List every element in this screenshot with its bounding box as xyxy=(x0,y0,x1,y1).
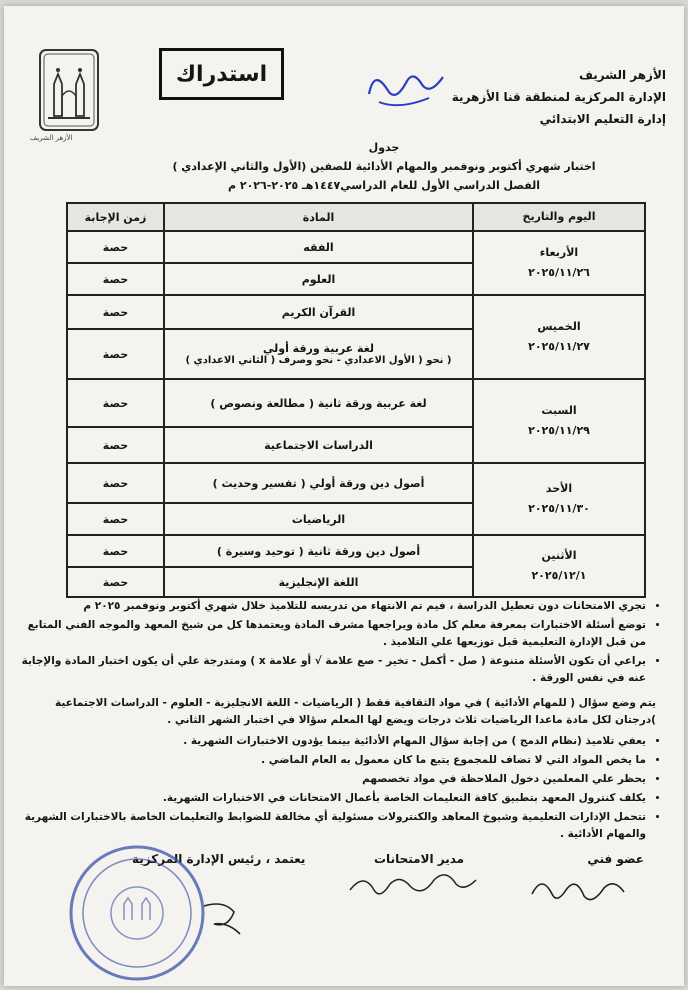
time-cell: حصة xyxy=(67,295,164,329)
time-cell: حصة xyxy=(67,567,164,597)
time-cell: حصة xyxy=(67,379,164,427)
member-signature xyxy=(524,864,634,914)
subject-cell xyxy=(164,329,473,379)
signature-member-label: عضو فني xyxy=(587,852,644,866)
subject-cell: الرياضيات xyxy=(164,503,473,535)
day-name: الأربعاء xyxy=(539,246,579,259)
note-item: • تتحمل الإدارات التعليمية وشيوخ المعاهد والكنترولات مسئولية أي مخالفة للضوابط والتعليمات الخاصة بالاختبارات الشهرية والمهام الأدائية . xyxy=(18,809,646,843)
time-cell: حصة xyxy=(67,427,164,463)
note-item: • يعفي تلاميذ (نظام الدمج ) من إجابة سؤال المهام الأدائية بينما يؤدون الاختبارات الشهرية . xyxy=(18,733,646,750)
day-date: ٢٠٢٥/١١/٢٧ xyxy=(528,340,590,353)
subject-cell: الدراسات الاجتماعية xyxy=(164,427,473,463)
time-cell: حصة xyxy=(67,503,164,535)
note-item: • تجري الامتحانات دون تعطيل الدراسة ، فيم تم الانتهاء من تدريسه للتلاميذ خلال شهري أكتوبر ونوفمبر ٢٠٢٥ م xyxy=(18,598,646,615)
schedule-titles xyxy=(124,138,644,195)
subject-cell: أصول دين ورقة أولي ( تفسير وحديث ) xyxy=(164,463,473,503)
table-row xyxy=(67,535,645,567)
time-cell: حصة xyxy=(67,329,164,379)
header-time: زمن الإجابة xyxy=(67,203,164,231)
header-day: اليوم والتاريخ xyxy=(473,203,645,231)
note-item: • ما يخص المواد التي لا تضاف للمجموع يتبع ما كان معمول به العام الماضي . xyxy=(18,752,646,769)
instructions-notes xyxy=(18,598,660,845)
issuer-header xyxy=(426,64,666,130)
table-row xyxy=(67,231,645,263)
time-cell: حصة xyxy=(67,263,164,295)
subject-cell: الفقه xyxy=(164,231,473,263)
exams-director-signature xyxy=(344,866,484,906)
time-cell: حصة xyxy=(67,231,164,263)
subject-cell: العلوم xyxy=(164,263,473,295)
subject-cell: القرآن الكريم xyxy=(164,295,473,329)
title-schedule: جدول xyxy=(368,141,400,154)
late-notice-label: استدراك xyxy=(175,61,268,87)
day-cell xyxy=(473,463,645,535)
note-paragraph: يتم وضع سؤال ( للمهام الأدائية ) في مواد الثقافية فقط ( الرياضيات - اللغة الانجليزية - العلوم - الدراسات الاجتماعية )درجتان لكل مادة ماعدا الرياضيات ثلاث درجات ويضع لها المعلم سؤالا في اختبار الشهر الثاني . xyxy=(55,697,656,726)
official-stamp xyxy=(62,838,212,986)
signature-approver-label: يعتمد ، رئيس الإدارة المركزية xyxy=(132,852,306,866)
subject-cell: اللغة الإنجليزية xyxy=(164,567,473,597)
document-page xyxy=(4,6,684,986)
day-name: الخميس xyxy=(537,320,581,333)
day-cell xyxy=(473,379,645,463)
subject-cell: أصول دين ورقة ثانية ( توحيد وسيرة ) xyxy=(164,535,473,567)
header-subject: المادة xyxy=(164,203,473,231)
subject-subtitle: ( نحو ( الأول الاعدادي - نحو وصرف ( الثاني الاعدادي ) xyxy=(185,355,452,366)
table-row xyxy=(67,379,645,427)
title-term: الفصل الدراسي الأول للعام الدراسي١٤٤٧هـ ٢٠٢٥-٢٠٢٦ م xyxy=(227,179,541,192)
time-cell: حصة xyxy=(67,535,164,567)
note-item: • توضع أسئلة الاختبارات بمعرفة معلم كل مادة ويراجعها مشرف المادة ويعتمدها كل من شيخ المعهد والموجه الفني المتابع من قبل الإدارة التعليمية قبل توزيعها علي التلاميذ . xyxy=(18,617,646,651)
azhar-logo-icon xyxy=(34,46,104,134)
day-name: الأثنين xyxy=(541,549,577,562)
header-line1: الأزهر الشريف xyxy=(578,68,666,82)
day-cell xyxy=(473,231,645,295)
late-notice-box xyxy=(159,48,284,100)
note-item: • يراعي أن تكون الأسئلة متنوعة ( صل - أكمل - تخير - صع علامة √ أو علامة x ) ومتدرجة علي أن يكون اختبار المادة والإجابة عنه في نفس الورقة . xyxy=(18,653,646,687)
day-date: ٢٠٢٥/١١/٢٩ xyxy=(528,424,590,437)
day-date: ٢٠٢٥/١٢/١ xyxy=(531,569,587,582)
note-item: • يحظر علي المعلمين دخول الملاحظة في مواد تخصصهم xyxy=(18,771,646,788)
header-line2: الإدارة المركزية لمنطقة قنا الأزهرية xyxy=(451,90,666,104)
time-cell: حصة xyxy=(67,463,164,503)
subject-name: لغة عربية ورقة أولي xyxy=(262,342,375,355)
exam-schedule-table xyxy=(66,202,646,598)
day-cell xyxy=(473,295,645,379)
day-date: ٢٠٢٥/١١/٣٠ xyxy=(528,502,590,515)
day-date: ٢٠٢٥/١١/٢٦ xyxy=(528,266,590,279)
logo-caption: الأزهر الشريف xyxy=(30,134,73,142)
day-cell xyxy=(473,535,645,597)
title-exam: اختبار شهري أكتوبر ونوفمبر والمهام الأدائية للصفين (الأول والثاني الإعدادي ) xyxy=(172,160,596,173)
signature-exams-director-label: مدير الامتحانات xyxy=(374,852,465,866)
header-line3: إدارة التعليم الابتدائي xyxy=(539,112,666,126)
table-row xyxy=(67,463,645,503)
day-name: السبت xyxy=(541,404,577,417)
table-row xyxy=(67,295,645,329)
day-name: الأحد xyxy=(545,482,573,495)
note-item: • يكلف كنترول المعهد بتطبيق كافة التعليمات الخاصة بأعمال الامتحانات في الاختبارات الشهرية. xyxy=(18,790,646,807)
subject-cell: لغة عربية ورقة ثانية ( مطالعة ونصوص ) xyxy=(164,379,473,427)
